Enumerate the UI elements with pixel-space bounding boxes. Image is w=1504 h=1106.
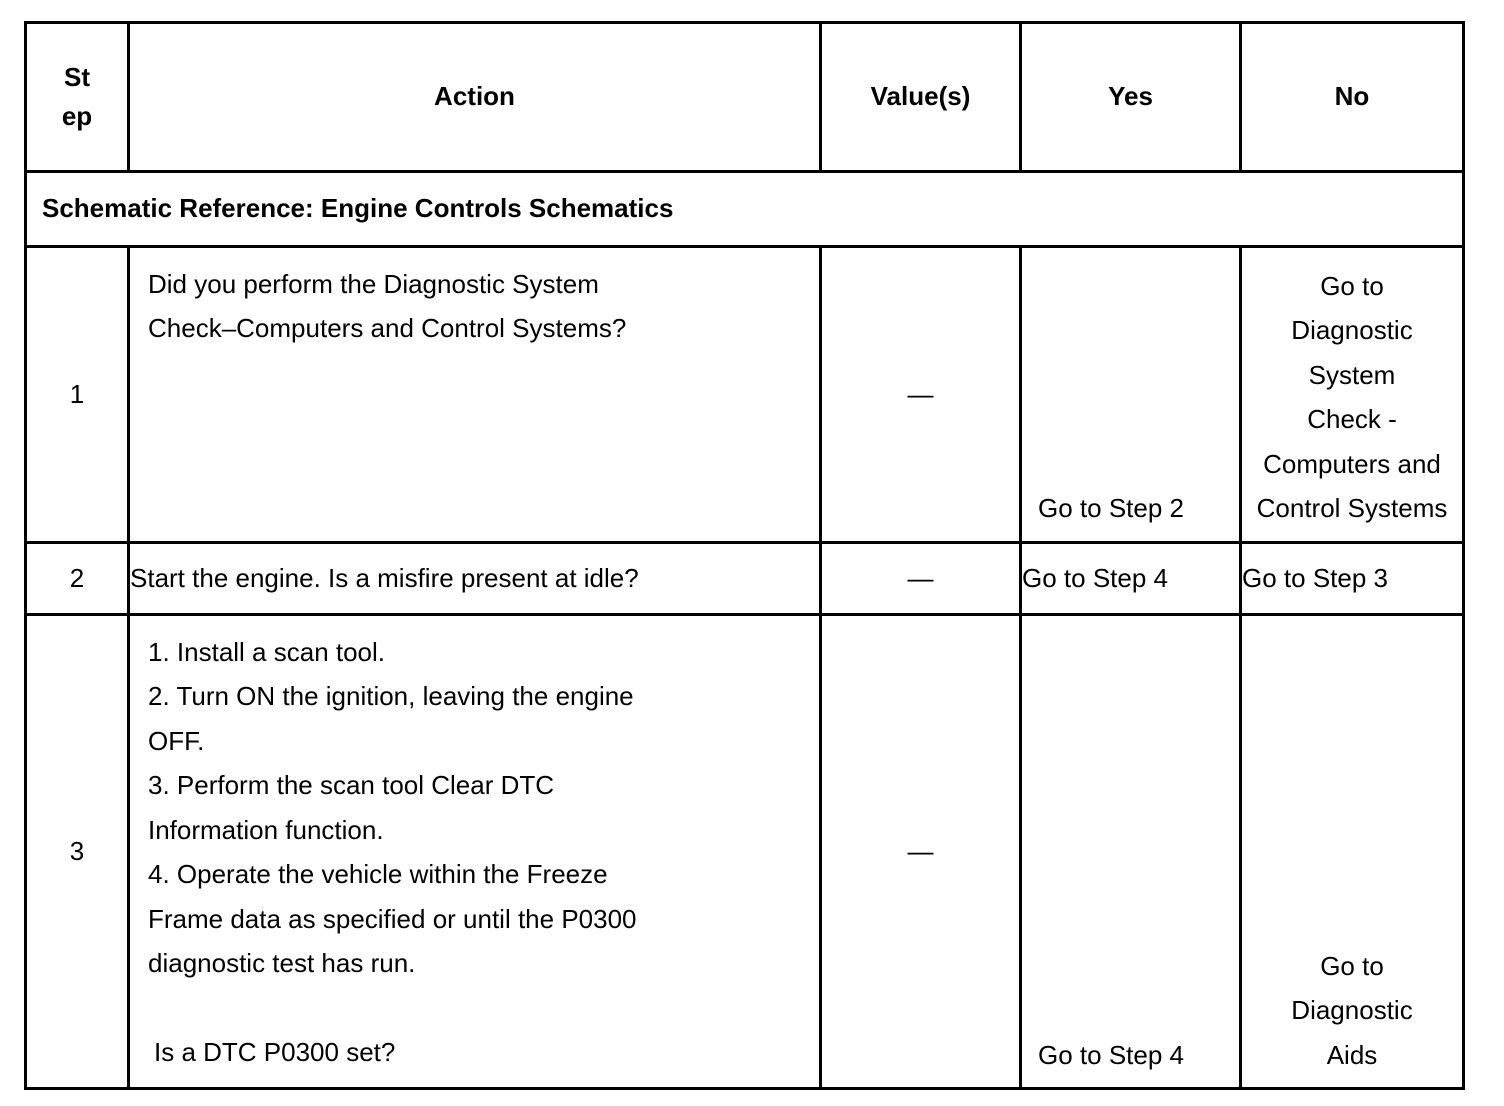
step-number: 2 xyxy=(26,542,129,614)
step-number: 1 xyxy=(26,246,129,542)
action-text: OFF. xyxy=(148,725,205,756)
no-text: Diagnostic xyxy=(1291,315,1413,345)
no-text: Aids xyxy=(1326,1039,1378,1070)
action-text: 1. Install a scan tool. xyxy=(148,636,386,667)
table-row xyxy=(26,542,1464,614)
no-text: Control Systems xyxy=(1256,493,1448,523)
step-number: 3 xyxy=(26,614,129,1088)
table-row xyxy=(26,614,1464,1088)
value-cell: — xyxy=(821,246,1021,542)
header-step-line2: ep xyxy=(61,100,93,131)
header-row xyxy=(26,23,1464,172)
schematic-reference: Schematic Reference: Engine Controls Schematics xyxy=(26,171,1464,246)
no-text: System xyxy=(1308,359,1396,390)
no-text: Diagnostic xyxy=(1291,995,1413,1025)
header-no: No xyxy=(1241,23,1464,172)
yes-cell: Go to Step 4 xyxy=(1021,542,1241,614)
action-text: Frame data as specified or until the P0300 xyxy=(148,903,637,934)
schematic-reference-row xyxy=(26,171,1464,246)
action-text: Did you perform the Diagnostic System xyxy=(148,268,599,299)
action-text: 3. Perform the scan tool Clear DTC xyxy=(148,770,555,801)
table-row xyxy=(26,246,1464,542)
action-question: Is a DTC P0300 set? xyxy=(154,1036,396,1067)
header-values: Value(s) xyxy=(821,23,1021,172)
yes-link: Go to Step 2 xyxy=(1038,493,1184,524)
header-step-line1: St xyxy=(64,61,90,92)
value-cell: — xyxy=(821,542,1021,614)
header-yes: Yes xyxy=(1021,23,1241,172)
no-text: Go to xyxy=(1320,950,1384,981)
no-cell: Go to Step 3 xyxy=(1241,542,1464,614)
action-text: 4. Operate the vehicle within the Freeze xyxy=(148,859,608,890)
action-text: Check–Computers and Control Systems? xyxy=(148,313,627,343)
no-cell xyxy=(1241,614,1464,1088)
no-cell xyxy=(1241,246,1464,542)
action-text: Information function. xyxy=(148,814,384,845)
yes-cell xyxy=(1021,246,1241,542)
action-text: diagnostic test has run. xyxy=(148,948,416,979)
action-cell xyxy=(129,614,821,1088)
no-text: Check - xyxy=(1307,404,1397,434)
no-text: Go to xyxy=(1320,270,1384,301)
action-text: Start the engine. Is a misfire present at idle? xyxy=(129,542,821,614)
no-text: Computers and xyxy=(1263,448,1441,479)
diagnostic-table xyxy=(24,21,1465,1090)
action-cell xyxy=(129,246,821,542)
header-step xyxy=(26,23,129,172)
action-text: 2. Turn ON the ignition, leaving the engine xyxy=(148,681,634,712)
header-action: Action xyxy=(129,23,821,172)
yes-link: Go to Step 4 xyxy=(1038,1039,1184,1070)
yes-cell xyxy=(1021,614,1241,1088)
value-cell: — xyxy=(821,614,1021,1088)
